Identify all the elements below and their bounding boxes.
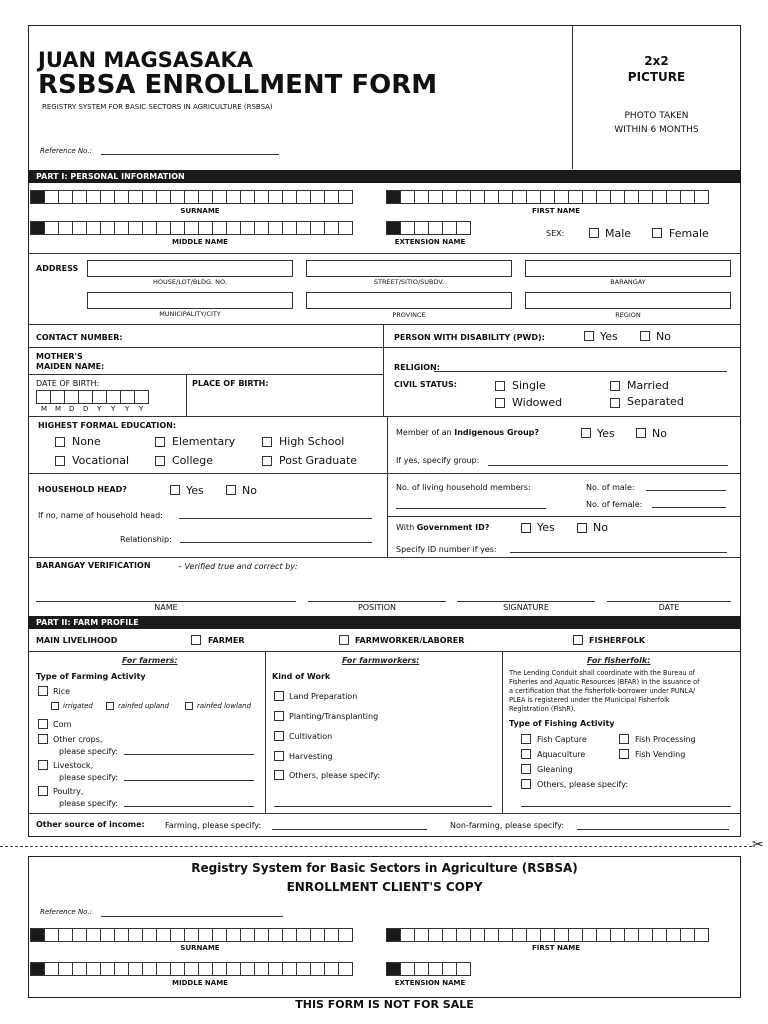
hh-no-label: No (242, 484, 257, 497)
part2-header: PART II: FARM PROFILE (28, 616, 741, 629)
others-work-checkbox[interactable] (274, 770, 284, 780)
photo-divider (572, 25, 573, 169)
verifier-name-input[interactable] (36, 601, 296, 602)
divider (186, 374, 187, 417)
edu-none-checkbox[interactable] (55, 437, 65, 447)
indigenous-yes-label: Yes (597, 427, 615, 440)
region-input[interactable] (525, 292, 731, 309)
dob-format-m1: M (41, 405, 48, 413)
house-input[interactable] (87, 260, 293, 277)
male-count-input[interactable] (646, 490, 726, 491)
divider (28, 473, 741, 474)
gov-id-no-label: No (593, 521, 608, 534)
hh-yes-label: Yes (186, 484, 204, 497)
widowed-label: Widowed (512, 396, 563, 409)
other-income-label: Other source of income: (36, 820, 145, 829)
copy-surname-caption: SURNAME (180, 944, 220, 952)
lending-note-4: PLEA is registered under the Municipal Fisherfolk (509, 696, 670, 704)
sex-male-checkbox[interactable] (589, 228, 599, 238)
fisherfolk-checkbox[interactable] (573, 635, 583, 645)
indigenous-specify-label: If yes, specify group: (396, 456, 480, 465)
civil-status-label: CIVIL STATUS: (394, 380, 457, 389)
farming-specify-input[interactable] (272, 829, 427, 830)
pwd-no-checkbox[interactable] (640, 331, 650, 341)
female-count-label: No. of female: (586, 500, 643, 509)
rice-checkbox[interactable] (38, 686, 48, 696)
mothers-maiden-label-1: MOTHER'S (36, 352, 83, 361)
poultry-specify-input[interactable] (124, 806, 254, 807)
photo-size: 2x2 (644, 54, 669, 68)
divider (28, 324, 741, 325)
dob-boxes[interactable] (36, 390, 148, 404)
position-caption: POSITION (357, 603, 397, 612)
indigenous-no-checkbox[interactable] (636, 428, 646, 438)
barangay-caption: BARANGAY (610, 278, 646, 286)
cultivation-checkbox[interactable] (274, 731, 284, 741)
rainfed-lowland-label: rainfed lowland (197, 702, 252, 710)
verifier-position-input[interactable] (308, 601, 446, 602)
copy-extension-name-boxes[interactable] (386, 962, 470, 976)
corn-label: Corn (53, 720, 72, 729)
others-work-input[interactable] (274, 806, 492, 807)
divider (28, 416, 741, 417)
female-count-input[interactable] (652, 507, 726, 508)
edu-post-label: Post Graduate (279, 454, 358, 467)
irrigated-label: irrigated (63, 702, 93, 710)
harvesting-label: Harvesting (289, 752, 333, 761)
dob-format-y2: Y (111, 405, 116, 413)
copy-reference-input[interactable] (101, 916, 283, 917)
corn-checkbox[interactable] (38, 719, 48, 729)
surname-caption: SURNAME (180, 207, 220, 215)
household-head-label: HOUSEHOLD HEAD? (38, 485, 127, 494)
for-fisherfolk-heading: For fisherfolk: (587, 656, 651, 665)
municipality-input[interactable] (87, 292, 293, 309)
poultry-label: Poultry, (53, 787, 84, 796)
hh-name-input[interactable] (179, 518, 372, 519)
planting-label: Planting/Transplanting (289, 712, 379, 721)
middle-name-boxes[interactable] (30, 221, 352, 235)
photo-note-2: WITHIN 6 MONTHS (614, 125, 699, 135)
livestock-checkbox[interactable] (38, 760, 48, 770)
irrigated-checkbox[interactable] (51, 702, 59, 710)
sex-male-label: Male (605, 227, 632, 240)
land-prep-checkbox[interactable] (274, 691, 284, 701)
lending-note-5: Registration (FishR). (509, 705, 576, 713)
separated-label: Separated (627, 395, 684, 408)
others-fish-input[interactable] (521, 806, 731, 807)
middle-name-caption: MIDDLE NAME (172, 238, 228, 246)
divider (502, 651, 503, 813)
scissors-icon: ✂ (752, 837, 764, 853)
edu-none-label: None (72, 435, 101, 448)
form-title-line2: RSBSA ENROLLMENT FORM (38, 70, 438, 100)
poultry-checkbox[interactable] (38, 786, 48, 796)
edu-elementary-checkbox[interactable] (155, 437, 165, 447)
dob-format-m2: M (55, 405, 62, 413)
cultivation-label: Cultivation (289, 732, 333, 741)
municipality-caption: MUNICIPALITY/CITY (159, 310, 221, 318)
religion-input[interactable] (434, 371, 727, 372)
farmworker-label: FARMWORKER/LABORER (355, 636, 465, 645)
nonfarming-specify-label: Non-farming, please specify: (450, 821, 565, 830)
sex-female-checkbox[interactable] (652, 228, 662, 238)
livestock-label: Livestock, (53, 761, 94, 770)
copy-reference-label: Reference No.: (40, 908, 93, 916)
kind-work-label: Kind of Work (272, 672, 331, 681)
other-crops-label: Other crops, (53, 735, 103, 744)
edu-college-label: College (172, 454, 214, 467)
divider (265, 651, 266, 813)
address-label: ADDRESS (36, 264, 79, 273)
type-farming-label: Type of Farming Activity (36, 672, 146, 681)
divider (28, 374, 383, 375)
client-copy-frame (28, 856, 741, 998)
rice-label: Rice (53, 687, 71, 696)
other-crops-specify-label: please specify: (59, 747, 119, 756)
indigenous-label: Member of an Indigenous Group? (396, 428, 540, 437)
province-input[interactable] (306, 292, 512, 309)
living-members-input[interactable] (396, 508, 546, 509)
house-caption: HOUSE/LOT/BLDG. NO. (153, 278, 227, 286)
divider (28, 253, 741, 254)
copy-extension-name-caption: EXTENSION NAME (394, 979, 466, 987)
surname-boxes[interactable] (30, 190, 352, 204)
lending-note-1: The Lending Conduit shall coordinate with the Bureau of (509, 669, 696, 677)
cut-line (0, 846, 752, 847)
fish-capture-label: Fish Capture (537, 735, 587, 744)
divider (28, 651, 741, 652)
gov-id-label: With Government ID? (396, 523, 490, 532)
gov-id-specify-label: Specify ID number if yes: (396, 545, 497, 554)
education-label: HIGHEST FORMAL EDUCATION: (38, 421, 177, 430)
fish-processing-checkbox[interactable] (619, 734, 629, 744)
lending-note-2: Fisheries and Aquatic Resources (BFAR) in the issuance of (509, 678, 700, 686)
pwd-yes-checkbox[interactable] (584, 331, 594, 341)
signature-caption: SIGNATURE (503, 603, 549, 612)
hh-no-checkbox[interactable] (226, 485, 236, 495)
nonfarming-specify-input[interactable] (577, 829, 729, 830)
form-title-line1: JUAN MAGSASAKA (38, 48, 254, 72)
divider (387, 516, 741, 517)
livestock-specify-label: please specify: (59, 773, 119, 782)
divider (28, 347, 741, 348)
divider (28, 813, 741, 814)
region-caption: REGION (615, 311, 641, 319)
main-livelihood-label: MAIN LIVELIHOOD (36, 636, 118, 645)
barangay-input[interactable] (525, 260, 731, 277)
contact-label: CONTACT NUMBER: (36, 333, 123, 342)
divider (28, 557, 741, 558)
copy-middle-name-boxes[interactable] (30, 962, 352, 976)
form-frame (28, 25, 741, 837)
gov-id-no-checkbox[interactable] (577, 523, 587, 533)
dob-format-y3: Y (125, 405, 130, 413)
dob-label: DATE OF BIRTH: (36, 379, 100, 388)
edu-college-checkbox[interactable] (155, 456, 165, 466)
photo-label: PICTURE (627, 70, 686, 84)
first-name-boxes[interactable] (386, 190, 708, 204)
indigenous-no-label: No (652, 427, 667, 440)
reference-label: Reference No.: (40, 147, 93, 155)
married-checkbox[interactable] (610, 381, 620, 391)
farmworker-checkbox[interactable] (339, 635, 349, 645)
gleaning-label: Gleaning (537, 765, 573, 774)
others-fish-checkbox[interactable] (521, 779, 531, 789)
edu-vocational-checkbox[interactable] (55, 456, 65, 466)
pob-label: PLACE OF BIRTH: (192, 379, 269, 388)
gov-id-yes-checkbox[interactable] (521, 523, 531, 533)
living-members-label: No. of living household members: (396, 483, 531, 492)
for-farmers-heading: For farmers: (122, 656, 178, 665)
edu-vocational-label: Vocational (72, 454, 130, 467)
verifier-date-input[interactable] (607, 601, 731, 602)
lending-note-3: a certification that the fisherfolk-borrower under PUNLA/ (509, 687, 696, 695)
hh-name-label: If no, name of household head: (38, 511, 163, 520)
not-for-sale: THIS FORM IS NOT FOR SALE (295, 998, 474, 1011)
dob-format-y1: Y (97, 405, 102, 413)
relationship-input[interactable] (180, 542, 372, 543)
edu-post-checkbox[interactable] (262, 456, 272, 466)
religion-label: RELIGION: (394, 363, 440, 372)
fish-capture-checkbox[interactable] (521, 734, 531, 744)
aquaculture-checkbox[interactable] (521, 749, 531, 759)
province-caption: PROVINCE (392, 311, 426, 319)
farmer-label: FARMER (208, 636, 245, 645)
form-subtitle: REGISTRY SYSTEM FOR BASIC SECTORS IN AGRICULTURE (RSBSA) (42, 103, 273, 111)
poultry-specify-label: please specify: (59, 799, 119, 808)
divider (387, 416, 388, 558)
copy-surname-boxes[interactable] (30, 928, 352, 942)
others-fish-label: Others, please specify: (537, 780, 629, 789)
gov-id-specify-input[interactable] (510, 552, 727, 553)
first-name-caption: FIRST NAME (531, 207, 581, 215)
barangay-verification-label: BARANGAY VERIFICATION (36, 561, 151, 570)
single-label: Single (512, 379, 546, 392)
gleaning-checkbox[interactable] (521, 764, 531, 774)
gov-id-yes-label: Yes (537, 521, 555, 534)
copy-first-name-caption: FIRST NAME (531, 944, 581, 952)
edu-high-checkbox[interactable] (262, 437, 272, 447)
photo-note-1: PHOTO TAKEN (624, 111, 689, 121)
male-count-label: No. of male: (586, 483, 635, 492)
verifier-signature-input[interactable] (457, 601, 595, 602)
type-fishing-label: Type of Fishing Activity (509, 719, 615, 728)
divider (383, 324, 384, 417)
relationship-label: Relationship: (120, 535, 172, 544)
copy-title-2: ENROLLMENT CLIENT'S COPY (286, 880, 483, 894)
copy-first-name-boxes[interactable] (386, 928, 708, 942)
other-crops-specify-input[interactable] (124, 754, 254, 755)
widowed-checkbox[interactable] (495, 398, 505, 408)
rainfed-lowland-checkbox[interactable] (185, 702, 193, 710)
copy-title-1: Registry System for Basic Sectors in Agriculture (RSBSA) (191, 861, 578, 875)
rainfed-upland-checkbox[interactable] (106, 702, 114, 710)
single-checkbox[interactable] (495, 381, 505, 391)
fish-processing-label: Fish Processing (635, 735, 696, 744)
pwd-no-label: No (656, 330, 671, 343)
part1-header: PART I: PERSONAL INFORMATION (28, 170, 741, 183)
fish-vending-label: Fish Vending (635, 750, 686, 759)
street-input[interactable] (306, 260, 512, 277)
reference-input[interactable] (101, 154, 279, 155)
indigenous-specify-input[interactable] (488, 465, 728, 466)
others-work-label: Others, please specify: (289, 771, 381, 780)
pwd-yes-label: Yes (600, 330, 618, 343)
edu-elementary-label: Elementary (172, 435, 236, 448)
rainfed-upland-label: rainfed upland (118, 702, 169, 710)
sex-label: SEX: (546, 229, 565, 238)
dob-format-y4: Y (139, 405, 144, 413)
name-caption: NAME (154, 603, 178, 612)
date-caption: DATE (658, 603, 680, 612)
separated-checkbox[interactable] (610, 398, 620, 408)
extension-name-caption: EXTENSION NAME (394, 238, 466, 246)
street-caption: STREET/SITIO/SUBDV. (373, 278, 445, 286)
dob-format-d1: D (69, 405, 75, 413)
farmer-checkbox[interactable] (191, 635, 201, 645)
extension-name-boxes[interactable] (386, 221, 470, 235)
copy-middle-name-caption: MIDDLE NAME (172, 979, 228, 987)
harvesting-checkbox[interactable] (274, 751, 284, 761)
mothers-maiden-label-2: MAIDEN NAME: (36, 362, 105, 371)
fisherfolk-label: FISHERFOLK (589, 636, 646, 645)
land-prep-label: Land Preparation (289, 692, 358, 701)
fish-vending-checkbox[interactable] (619, 749, 629, 759)
for-farmworkers-heading: For farmworkers: (342, 656, 420, 665)
other-crops-checkbox[interactable] (38, 734, 48, 744)
verified-text: – Verified true and correct by: (178, 562, 298, 571)
sex-female-label: Female (669, 227, 709, 240)
livestock-specify-input[interactable] (124, 780, 254, 781)
edu-high-label: High School (279, 435, 345, 448)
planting-checkbox[interactable] (274, 711, 284, 721)
dob-format-d2: D (83, 405, 89, 413)
married-label: Married (627, 379, 669, 392)
indigenous-yes-checkbox[interactable] (581, 428, 591, 438)
farming-specify-label: Farming, please specify: (165, 821, 262, 830)
pwd-label: PERSON WITH DISABILITY (PWD): (394, 333, 545, 342)
hh-yes-checkbox[interactable] (170, 485, 180, 495)
aquaculture-label: Aquaculture (537, 750, 586, 759)
